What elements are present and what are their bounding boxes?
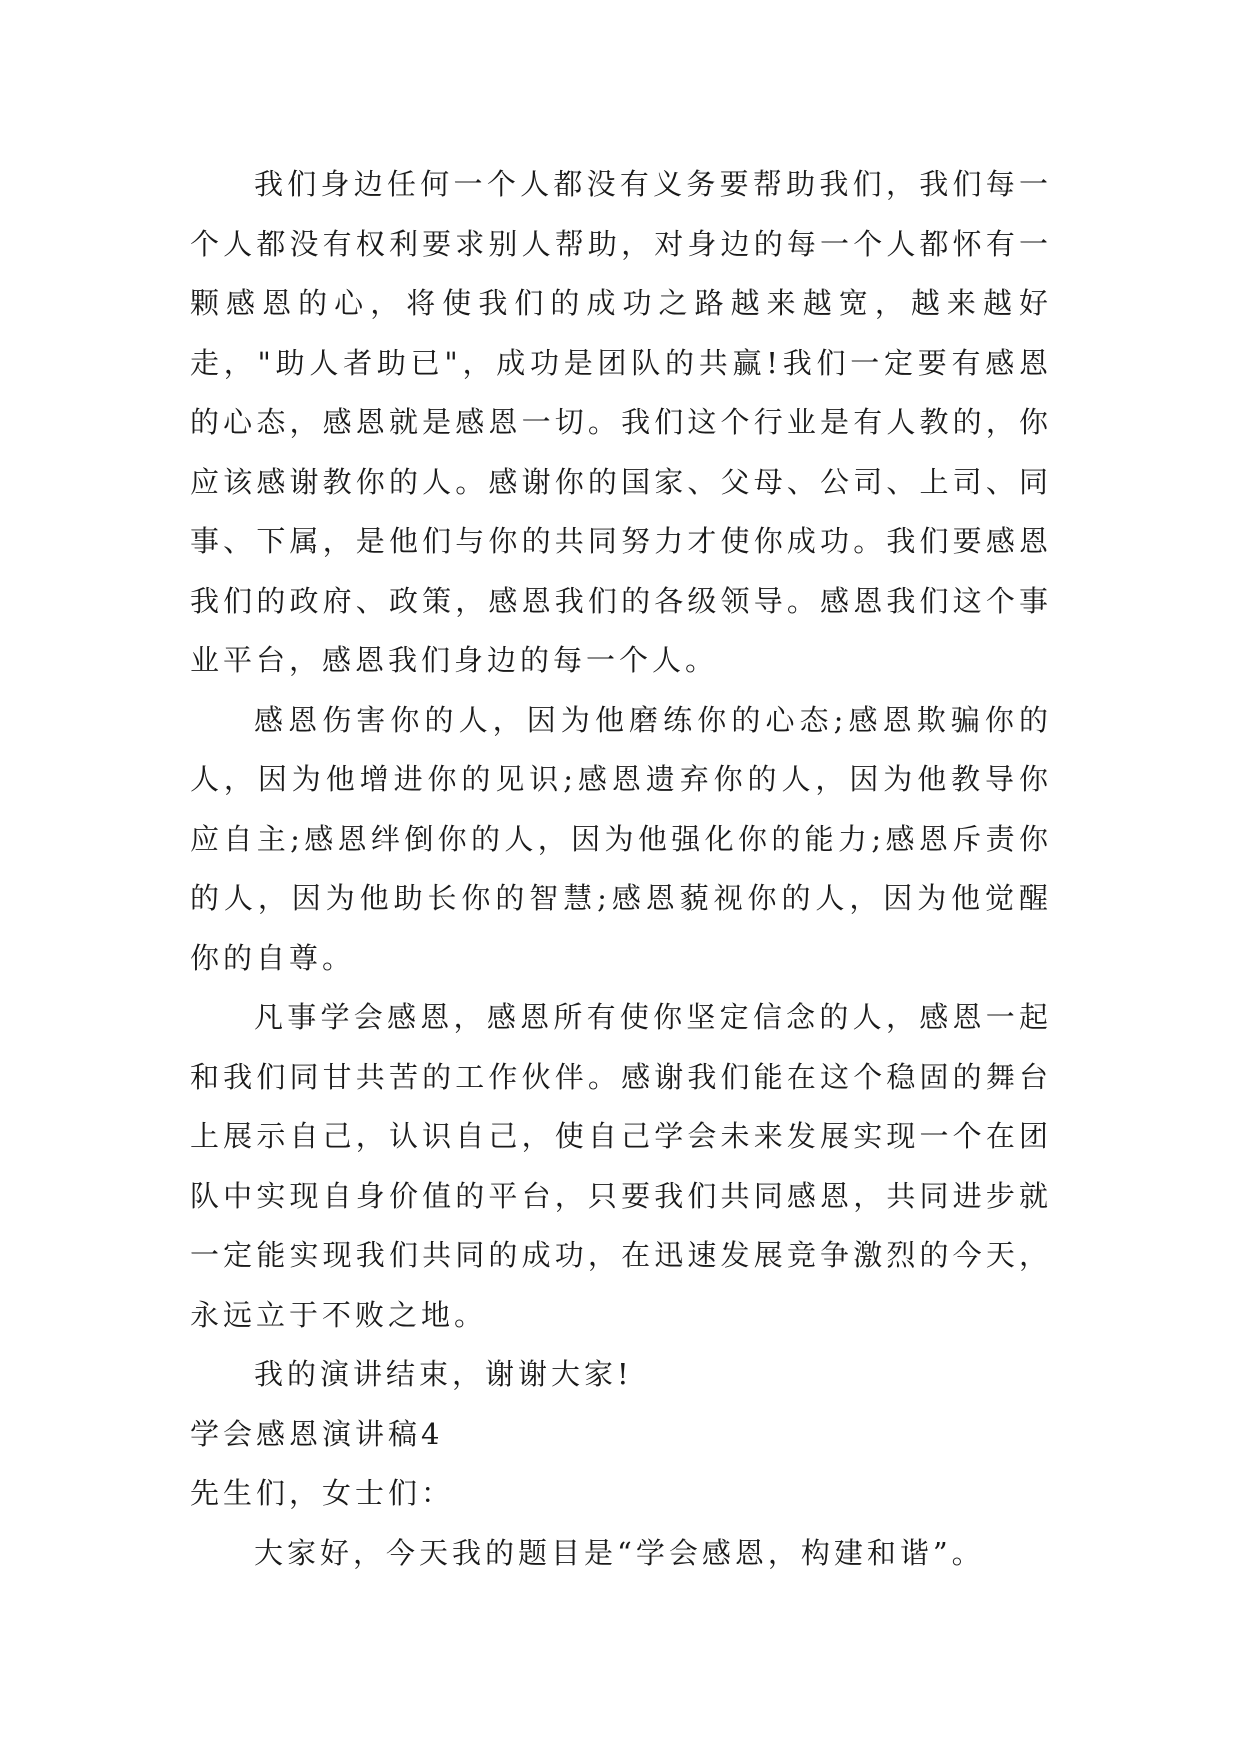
section-title: 学会感恩演讲稿4	[190, 1416, 444, 1451]
paragraph-learn-gratitude: 凡事学会感恩，感恩所有使你坚定信念的人，感恩一起和我们同甘共苦的工作伙伴。感谢我们能在这个稳固的舞台上展示自己，认识自己，使自己学会未来发展实现一个在团队中实现自身价值的平台，只要我们共同感恩，共同进步就一定能实现我们共同的成功，在迅速发展竞争激烈的今天，永远立于不败之地。	[190, 1000, 1052, 1332]
paragraph-gratitude-to-others: 我们身边任何一个人都没有义务要帮助我们，我们每一个人都没有权利要求别人帮助，对身边的每一个人都怀有一颗感恩的心，将使我们的成功之路越来越宽，越来越好走，"助人者助已"，成功是团队的共赢!我们一定要有感恩的心态，感恩就是感恩一切。我们这个行业是有人教的，你应该感谢教你的人。感谢你的国家、父母、公司、上司、同事、下属，是他们与你的共同努力才使你成功。我们要感恩我们的政府、政策，感恩我们的各级领导。感恩我们这个事业平台，感恩我们身边的每一个人。	[190, 167, 1052, 677]
document-body	[190, 155, 1052, 1583]
paragraph-intro: 大家好，今天我的题目是“学会感恩，构建和谐”。	[254, 1535, 985, 1570]
paragraph-closing: 我的演讲结束，谢谢大家!	[254, 1357, 633, 1391]
paragraph-gratitude-to-adversity: 感恩伤害你的人，因为他磨练你的心态;感恩欺骗你的人，因为他增进你的见识;感恩遗弃你的人，因为他教导你应自主;感恩绊倒你的人，因为他强化你的能力;感恩斥责你的人，因为他助长你的智慧;感恩藐视你的人，因为他觉醒你的自尊。	[190, 702, 1052, 975]
salutation: 先生们，女士们：	[190, 1476, 455, 1510]
